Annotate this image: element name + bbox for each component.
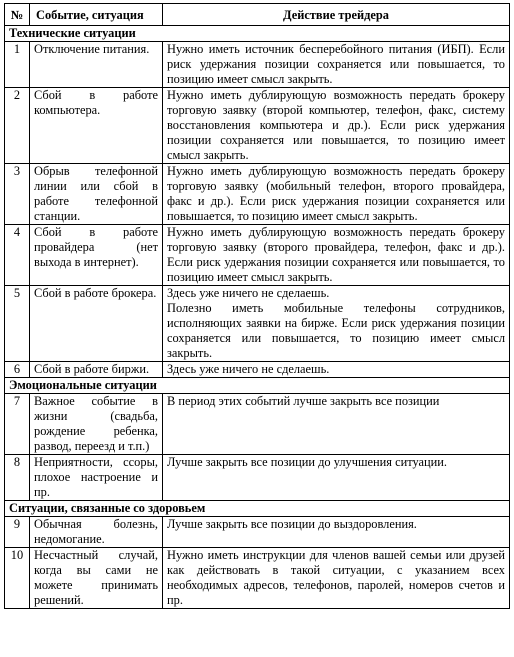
row-number: 9 (5, 517, 30, 548)
section-row (5, 501, 510, 517)
action-paragraph: Нужно иметь дублирующую возможность передать брокеру торговую заявку (мобильный телефон, второго провайдера, факс и др.). Если риск удержания позиции сохраняется или повышается, то позицию имеет смысл закрыть. (167, 164, 505, 223)
row-number: 1 (5, 42, 30, 88)
row-number: 4 (5, 225, 30, 286)
action-paragraph: В период этих событий лучше закрыть все позиции (167, 394, 440, 408)
action-paragraph: Лучше закрыть все позиции до улучшения ситуации. (167, 455, 447, 469)
action-cell (163, 548, 510, 609)
table-row (5, 548, 510, 609)
table-row (5, 88, 510, 164)
action-paragraph: Нужно иметь дублирующую возможность передать брокеру торговую заявку (второй компьютер, телефон, факс, систему восстановления компьютера и др.). Если риск удержания позиции сохраняется или повышается, то позицию имеет смысл закрыть. (167, 88, 505, 162)
header-number: № (5, 4, 30, 26)
action-paragraph: Лучше закрыть все позиции до выздоровления. (167, 517, 417, 531)
trader-situations-table (4, 3, 510, 609)
event-cell: Сбой в работе биржи. (30, 362, 163, 378)
section-row (5, 26, 510, 42)
table-header-row (5, 4, 510, 26)
event-cell: Обрыв телефонной линии или сбой в работе телефонной станции. (30, 164, 163, 225)
event-cell: Сбой в работе компьютера. (30, 88, 163, 164)
section-title: Технические ситуации (5, 26, 510, 42)
section-row (5, 378, 510, 394)
table-row (5, 286, 510, 362)
action-cell (163, 164, 510, 225)
table-row (5, 394, 510, 455)
event-cell: Обычная болезнь, недомогание. (30, 517, 163, 548)
action-cell (163, 286, 510, 362)
action-cell (163, 455, 510, 501)
row-number: 7 (5, 394, 30, 455)
row-number: 2 (5, 88, 30, 164)
header-event: Событие, ситуация (30, 4, 163, 26)
action-cell (163, 42, 510, 88)
action-cell (163, 88, 510, 164)
event-cell: Несчастный случай, когда вы сами не можете принимать решений. (30, 548, 163, 609)
table-row (5, 42, 510, 88)
action-cell (163, 362, 510, 378)
row-number: 10 (5, 548, 30, 609)
action-paragraph: Полезно иметь мобильные телефоны сотрудников, исполняющих заявки на бирже. Если риск удержания позиции сохраняется или повышается, то позицию имеет смысл закрыть. (167, 301, 505, 360)
header-action: Действие трейдера (163, 4, 510, 26)
action-paragraph: Здесь уже ничего не сделаешь. (167, 286, 330, 300)
event-cell: Важное событие в жизни (свадьба, рождение ребенка, развод, переезд и т.п.) (30, 394, 163, 455)
table-row (5, 225, 510, 286)
action-cell (163, 225, 510, 286)
event-cell: Отключение питания. (30, 42, 163, 88)
action-paragraph: Нужно иметь инструкции для членов вашей семьи или друзей как действовать в такой ситуации, с указанием всех необходимых адресов, телефонов, паролей, номеров счетов и пр. (167, 548, 505, 607)
action-cell (163, 517, 510, 548)
row-number: 8 (5, 455, 30, 501)
row-number: 5 (5, 286, 30, 362)
row-number: 6 (5, 362, 30, 378)
action-paragraph: Нужно иметь дублирующую возможность передать брокеру торговую заявку (второго провайдера, телефон, факс и др.). Если риск удержания позиции сохраняется или повышается, то позицию имеет смысл закрыть. (167, 225, 505, 284)
table-row (5, 362, 510, 378)
action-cell (163, 394, 510, 455)
event-cell: Сбой в работе брокера. (30, 286, 163, 362)
section-title: Ситуации, связанные со здоровьем (5, 501, 510, 517)
row-number: 3 (5, 164, 30, 225)
event-cell: Сбой в работе провайдера (нет выхода в интернет). (30, 225, 163, 286)
section-title: Эмоциональные ситуации (5, 378, 510, 394)
table-row (5, 455, 510, 501)
event-cell: Неприятности, ссоры, плохое настроение и пр. (30, 455, 163, 501)
table-row (5, 517, 510, 548)
table-body (5, 26, 510, 609)
table-row (5, 164, 510, 225)
action-paragraph: Здесь уже ничего не сделаешь. (167, 362, 330, 376)
action-paragraph: Нужно иметь источник бесперебойного питания (ИБП). Если риск удержания позиции сохраняется или повышается, то позицию имеет смысл закрыть. (167, 42, 505, 86)
